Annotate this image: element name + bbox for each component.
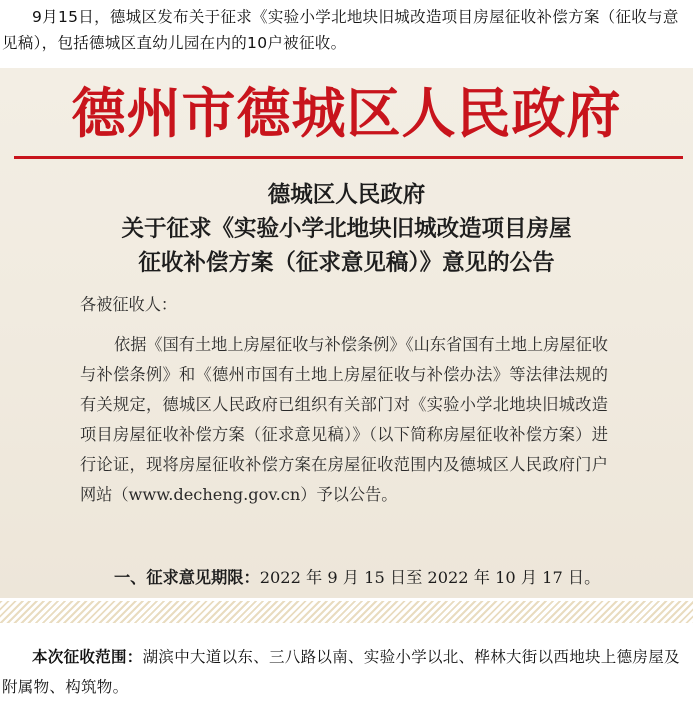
comment-period-label: 一、征求意见期限： (114, 568, 260, 587)
scope-paragraph (2, 642, 688, 702)
red-divider (14, 156, 683, 159)
title-line-1: 德城区人民政府 (267, 182, 426, 208)
issuer-banner: 德州市德城区人民政府 (71, 81, 622, 145)
intro-paragraph: 9月15日，德城区发布关于征求《实验小学北地块旧城改造项目房屋征收补偿方案（征收与意见稿），包括德城区直幼儿园在内的10户被征收。 (2, 8, 679, 52)
notice-paragraph: 依据《国有土地上房屋征收与补偿条例》《山东省国有土地上房屋征收与补偿条例》和《德州市国有土地上房屋征收与补偿办法》等法律法规的有关规定，德城区人民政府已组织有关部门对《实验小学北地块旧城改造项目房屋征收补偿方案（征求意见稿）》（以下简称房屋征收补偿方案）进行论证，现将房屋征收补偿方案在房屋征收范围内及德城区人民政府门户网站（www.decheng.gov.cn）予以公告。 (80, 335, 608, 504)
salutation: 各被征收人： (80, 295, 178, 314)
title-line-2: 关于征求《实验小学北地块旧城改造项目房屋 (121, 216, 572, 242)
notice-body (80, 290, 608, 510)
decorative-divider (0, 601, 693, 623)
scope-text: 湖滨中大道以东、三八路以南、实验小学以北、桦林大街以西地块上德房屋及附属物、构筑物。 (2, 648, 680, 696)
title-line-3: 征收补偿方案（征求意见稿）》意见的公告 (138, 250, 555, 276)
comment-period-value: 2022 年 9 月 15 日至 2022 年 10 月 17 日。 (259, 568, 601, 587)
document-photo (0, 68, 693, 598)
comment-period (114, 564, 600, 588)
notice-title (0, 178, 693, 280)
scope-label: 本次征收范围： (32, 648, 143, 666)
